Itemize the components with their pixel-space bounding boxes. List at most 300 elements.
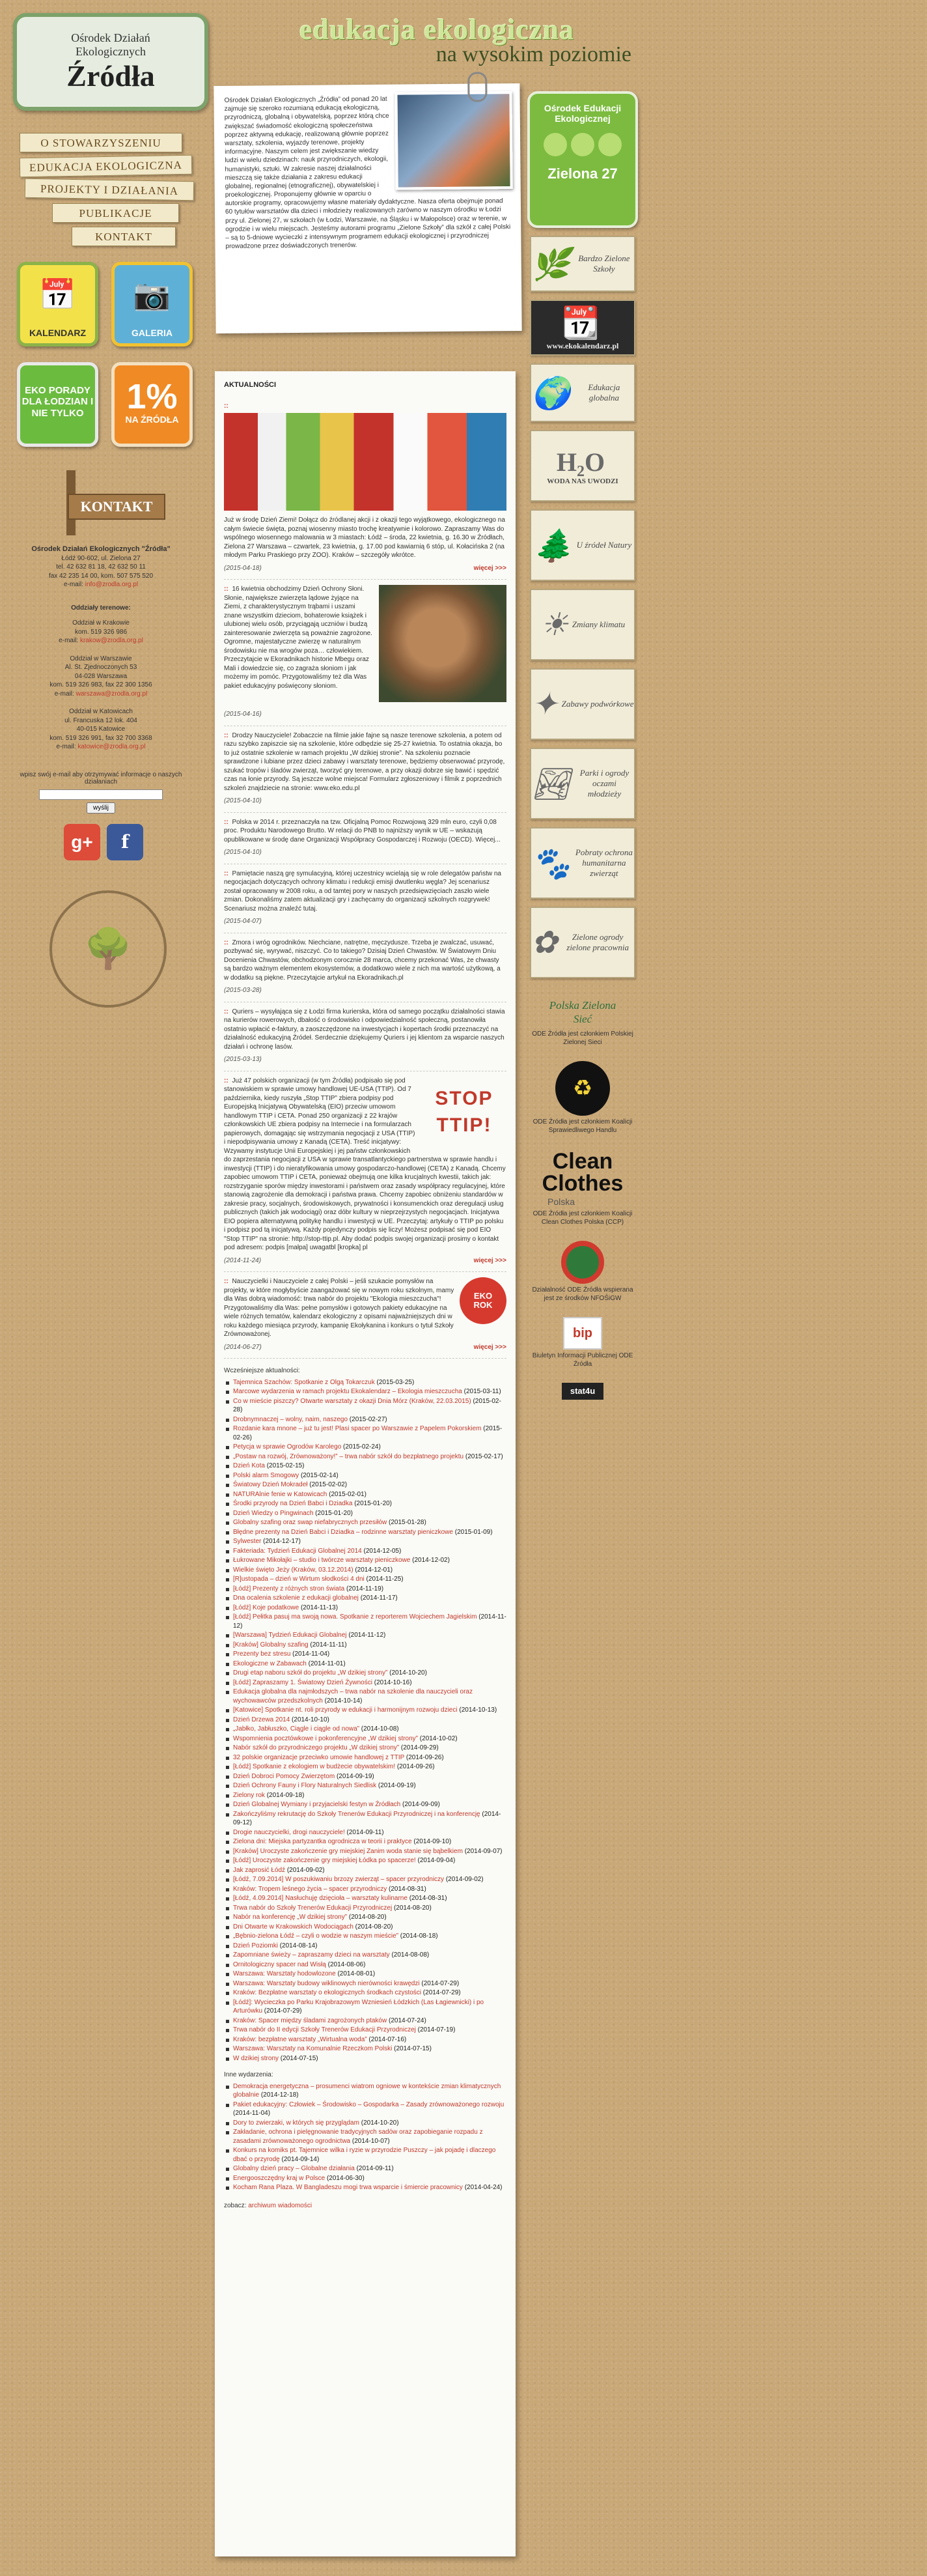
news-image[interactable] [379, 585, 506, 702]
news-date: (2015-04-16) [224, 711, 262, 718]
news-panel [215, 371, 516, 2556]
about-note [214, 83, 521, 333]
archive-item-link[interactable]: Tajemnica Szachów: Spotkanie z Olgą Tokarczuk [233, 1378, 375, 1386]
news-more-link[interactable]: więcej >>> [473, 1256, 506, 1264]
archive-item-link[interactable]: [Łódź] Koje podatkowe [233, 1604, 299, 1611]
news-bullet-icon: :: [224, 1278, 228, 1286]
archive-item-link[interactable]: „Jabłko, Jabłuszko, Ciągle i ciągle od nowa” [233, 1725, 359, 1733]
archive-item [224, 1970, 506, 1979]
archive-item-link[interactable]: Trwa nabór do II edycji Szkoły Trenerów Edukacji Przyrodniczej [233, 2026, 416, 2034]
archive-item-link[interactable]: Konkurs na komiks pt. Tajemnice wilka i ryzie w przyrodzie Puszczy – jak pojadę i dlaczego dbać o przyrodę [233, 2147, 496, 2163]
branch-address2: 04-028 Warszawa [74, 672, 128, 680]
kalendarz-tile[interactable] [17, 262, 98, 347]
news-bullet-icon: :: [224, 586, 228, 593]
branch-email-row [13, 743, 189, 752]
archive-item-link[interactable]: Nabór szkół do przyrodniczego projektu „W dzikiej strony” [233, 1744, 400, 1752]
archive-item [224, 1424, 506, 1442]
ekorok-badge[interactable]: EKO ROK [460, 1277, 506, 1324]
eko-porady-label: EKO PORADY DLA ŁODZIAN I NIE TYLKO [21, 385, 94, 419]
archive-item [224, 2045, 506, 2054]
archive-item [224, 1998, 506, 2016]
archive-item-date: (2014-12-05) [363, 1547, 402, 1555]
archive-item-date: (2014-07-15) [280, 2054, 318, 2062]
woda-nas-uwodzi-tile[interactable] [530, 430, 635, 502]
archive-item-link[interactable]: [R]ustopada – dzień w Wirtum słodkości 4 dni [233, 1576, 365, 1583]
newsletter-submit-button[interactable]: wyślij [87, 802, 115, 814]
archive-item-link[interactable]: Nabór na konferencję „W dzikiej strony” [233, 1914, 348, 1921]
archive-item-date: (2015-03-25) [376, 1378, 415, 1386]
archive-item-link[interactable]: Demokracja energetyczna – prosumenci wiatrom ogniowe w kontekście zmian klimatycznych globalnie [233, 2082, 501, 2099]
archive-item-link[interactable]: [Łódź]: Wycieczka po Parku Krajobrazowym Wzniesień Łódzkich (Las Łagiewnicki) i po Arturówku [233, 1998, 484, 2015]
branch-name: Oddział w Katowicach [69, 708, 133, 716]
archive-item-date: (2015-02-28) [233, 1397, 501, 1414]
stop-ttip-word1: STOP [435, 1088, 493, 1110]
archive-item-date: (2015-02-14) [300, 1471, 339, 1479]
news-text: Polska w 2014 r. przeznaczyła na tzw. Oficjalną Pomoc Rozwojową 329 mln euro, czyli 0,08 proc. Produktu Narodowego Brutto. W relacji do PNB to najniższy wynik w UE – wskazują opublikowane w środę dane Organizacji Współpracy Gospodarczej i Rozwoju (OECD). Więcej... [224, 818, 501, 843]
archive-item-date: (2014-11-13) [300, 1604, 339, 1611]
contact-email[interactable]: info@zrodla.org.pl [85, 581, 139, 589]
branch-email[interactable]: krakow@zrodla.org.pl [79, 637, 143, 645]
archive-item-link[interactable]: Pakiet edukacyjny: Człowiek – Środowisko – Gospodarka – Zasady zrównoważonego rozwoju [233, 2101, 505, 2108]
branch-phone: kom. 519 326 983, fax 22 300 1356 [49, 681, 152, 689]
archive-item-link[interactable]: Edukacja globalna dla najmłodszych – trwa nabór na szkolenie dla nauczycieli oraz wychowawców przedszkolnych [233, 1688, 473, 1705]
stop-ttip-logo[interactable] [422, 1077, 506, 1148]
one-percent-tile[interactable] [111, 362, 193, 447]
paw-icon: 🐾 [531, 846, 570, 881]
news-bullet-icon: :: [224, 731, 228, 739]
archive-item-link[interactable]: Dzień Dobroci Pomocy Zwierzętom [233, 1772, 335, 1780]
archive-item-date: (2014-10-10) [292, 1716, 329, 1723]
polska-zielona-siec-logo[interactable]: Polska Zielona Sieć [549, 998, 616, 1025]
archive-item-date: (2014-09-29) [400, 1744, 439, 1752]
branch-email[interactable]: katowice@zrodla.org.pl [77, 743, 146, 751]
archive-item-date: (2014-09-19) [378, 1782, 416, 1790]
archive-item-date: (2014-08-18) [400, 1932, 438, 1940]
archive-item-link[interactable]: Warszawa: Warsztaty na Komunalnie Rzeczkom Polski [233, 2045, 393, 2053]
archive-item-link[interactable]: Kocham Rana Plaza. W Bangladeszu mogi trwa wsparcie i śmiercie pracownicy [233, 2184, 463, 2192]
archive-item-link[interactable]: [Kraków] Uroczyste zakończenie gry miejskiej Zanim woda stanie się bąbelkiem [233, 1847, 463, 1855]
branch-name: Oddział w Warszawie [70, 655, 132, 662]
news-item [224, 726, 506, 813]
news-date: (2015-04-07) [224, 918, 262, 926]
archive-item-date: (2014-09-14) [281, 2155, 320, 2163]
archive-item-link[interactable]: Globalny dzień pracy – Globalne działania [233, 2165, 355, 2173]
news-text: 16 kwietnia obchodzimy Dzień Ochrony Słoni. Słonie, największe zwierzęta lądowe żyjące na Ziemi, z charakterystycznym trąbami i uszami znane wszystkim dzieciom, bohaterowie książek i ulubionej wielu osób, przyciągają uczniów i budzą zainteresowanie zwierzęta są poważnie zagrożone. Ogromne, majestatyczne zwierzę w naturalnym środowisku nie ma wrogów poza… człowiekiem. Przeczytajcie w Ekoradnikach historie Mbegu oraz Mali i dowiedzcie się, co zagraża słoniom i jak możemy im pomóc. Przygotowaliśmy też dla Was pakiet edukacyjny poświęcony słoniom. [224, 586, 372, 690]
ochrona-zwierzat-tile[interactable] [530, 827, 635, 899]
partner-desc: Działalność ODE Źródła wspierana jest ze środków NFOŚiGW [532, 1286, 633, 1302]
archive-item [224, 2026, 506, 2035]
archive-item-date: (2014-12-02) [412, 1557, 450, 1564]
archive-item [224, 1669, 506, 1678]
archive-item-date: (2014-09-04) [417, 1857, 456, 1865]
archive-item-link[interactable]: Dory to zwierzaki, w których się przyglądam [233, 2119, 359, 2127]
archive-item-link[interactable]: 32 polskie organizacje przeciwko umowie handlowej z TTIP [233, 1753, 405, 1761]
zabawy-podworkowe-tile[interactable] [530, 668, 635, 740]
archive-item-link[interactable]: Fakteriada: Tydzień Edukacji Globalnej 2014 [233, 1547, 362, 1555]
archive-item-date: (2015-01-28) [389, 1519, 426, 1527]
archive-item-date: (2014-08-31) [389, 1885, 426, 1893]
news-item [224, 1002, 506, 1071]
archive-item [224, 1942, 506, 1951]
archive-item-link[interactable]: Co w mieście piszczy? Otwarte warsztaty z okazji Dnia Mórz (Kraków, 22.03.2015) [233, 1397, 471, 1405]
news-item [224, 1272, 506, 1359]
archive-item-link[interactable]: Światowy Dzień Mokradeł [233, 1481, 308, 1489]
tree-stamp-icon: 🌳 [49, 890, 167, 1008]
archive-item [224, 1837, 506, 1847]
archive-item-link[interactable]: [Łódź, 4.09.2014] Nasłuchuję dzięcioła – warsztaty kulinarne [233, 1895, 408, 1903]
news-heading: AKTUALNOŚCI [224, 381, 277, 389]
partner-bip [527, 1317, 638, 1368]
archive-item-link[interactable]: Drugi etap naboru szkół do projektu „W dzikiej strony” [233, 1669, 388, 1677]
archive-item-link[interactable]: Zielona dni: Miejska partyzantka ogrodnicza w teorii i praktyce [233, 1838, 412, 1846]
camera-icon: 📷 [133, 277, 171, 311]
archive-item-link[interactable]: Zielony rok [233, 1791, 265, 1799]
archive-item-link[interactable]: Wspomnienia pocztówkowe i pokonferencyjne „W dzikiej strony” [233, 1734, 419, 1742]
fair-trade-logo-icon[interactable]: ♻ [555, 1061, 610, 1116]
branch-address: ul. Francuska 12 lok. 404 [64, 716, 137, 724]
bip-logo[interactable]: bip [563, 1317, 602, 1350]
archive-item [224, 1537, 506, 1546]
archive-item [224, 1800, 506, 1809]
stat4u-logo[interactable]: stat4u [562, 1383, 603, 1400]
archive-item [224, 1509, 506, 1518]
archive-item-link[interactable]: Prezenty bez stresu [233, 1650, 291, 1658]
archive-item-link[interactable]: Ekologiczne w Zabawach [233, 1660, 307, 1667]
archive-item [224, 1744, 506, 1753]
newsletter-email-input[interactable] [39, 789, 163, 800]
contact-block [13, 545, 189, 752]
archive-item-link[interactable]: Zakończyliśmy rekrutację do Szkoły Trenerów Edukacji Przyrodniczej i na konferencję [233, 1810, 480, 1818]
tile-label: Zmiany klimatu [572, 619, 626, 629]
archive-item-link[interactable]: Ornitologiczny spacer nad Wisłą [233, 1960, 326, 1968]
google-plus-icon[interactable]: g+ [64, 824, 100, 860]
archive-item-link[interactable]: [Łódź] Prezenty z różnych stron świata [233, 1585, 345, 1592]
archive-item-link[interactable]: Energooszczędny kraj w Polsce [233, 2174, 325, 2182]
tile-label: www.ekokalendarz.pl [546, 341, 619, 350]
archive-item-date: (2014-11-01) [308, 1660, 346, 1667]
tiles-row-1 [13, 262, 208, 347]
archive-item [224, 1387, 506, 1396]
galeria-tile[interactable] [111, 262, 193, 347]
news-item [224, 397, 506, 580]
news-more-link[interactable]: więcej >>> [473, 564, 506, 572]
partner-ccc [527, 1149, 638, 1226]
archive-item-link[interactable]: Dni Otwarte w Krakowskich Wodociągach [233, 1923, 353, 1931]
branch-email-label: e-mail: [59, 637, 79, 645]
archive-item-link[interactable]: Drobnymnaczej – wolny, naim, naszego [233, 1415, 348, 1423]
archive-item-date: (2014-10-08) [361, 1725, 399, 1733]
archive-item-link[interactable]: [Warszawa] Tydzień Edukacji Globalnej [233, 1632, 347, 1639]
archive-item-link[interactable]: Polski alarm Smogowy [233, 1471, 299, 1479]
archive-item-link[interactable]: [Kraków] Globalny szafing [233, 1641, 309, 1649]
archive-item-date: (2015-01-20) [354, 1500, 393, 1508]
branch-address2: 40-015 Katowice [76, 726, 126, 733]
branch-krakow [13, 619, 189, 645]
archive-item-link[interactable]: [Katowice] Spotkanie nt. roli przyrody w edukacji i harmonijnym rozwoju dzieci [233, 1706, 458, 1714]
clean-clothes-logo[interactable] [537, 1149, 628, 1208]
news-bullet-icon: :: [224, 1008, 228, 1015]
news-image[interactable] [224, 413, 506, 511]
archive-item-date: (2014-11-04) [292, 1650, 330, 1658]
archive-item-link[interactable]: Rozdanie kara mnone – już tu jest! Plasi spacer po Warszawie z Papelem Pokorskiem [233, 1425, 482, 1433]
archive-item [224, 1866, 506, 1875]
archive-item-date: (2014-09-02) [445, 1876, 484, 1884]
archive-item [224, 2183, 506, 2192]
news-date: (2015-03-28) [224, 987, 262, 995]
news-date: (2014-11-24) [224, 1256, 262, 1264]
galeria-label: GALERIA [131, 328, 173, 338]
archive-item-date: (2014-09-18) [266, 1791, 305, 1799]
archive-item-date: (2014-10-07) [352, 2137, 390, 2145]
news-bullet-icon: :: [224, 1077, 228, 1084]
archive-item-link[interactable]: Dzień Ochrony Fauny i Flory Naturalnych Siedlisk [233, 1782, 377, 1790]
archive-item-link[interactable]: Drogie nauczycielki, drogi nauczyciele! [233, 1828, 345, 1836]
archive-item-link[interactable]: W dzikiej strony [233, 2054, 279, 2062]
archive-item-date: (2015-02-24) [342, 1443, 381, 1451]
archive-item-link[interactable]: Dzień Poziomki [233, 1942, 278, 1949]
archive-item-link[interactable]: Petycja w sprawie Ogrodów Karolego [233, 1443, 342, 1451]
archive-item-date: (2014-10-20) [389, 1669, 427, 1677]
archive-item [224, 1734, 506, 1744]
archive-item-date: (2014-08-20) [348, 1914, 387, 1921]
logo-line1: Ośrodek Działań [71, 31, 150, 44]
partner-ksh [527, 1061, 638, 1135]
contact-org: Ośrodek Działań Ekologicznych "Źródła" [31, 545, 171, 553]
news-text: Quriers – wysyłająca się z Łodzi firma kurierska, która od samego początku działalności stawia na kurierów rowerowych, dbałość o środowisko i odpowiedzialność społeczną, postanowiła ostatnio wpłacić e-faktury, a zaoszczędzone na inwestycjach i kopertach środki przeznaczyć na działalność edukacyjną Źródeł. Serdecznie dziękujemy Quriers i jej klientom za wsparcie naszych działań i ochronę lasów. [224, 1008, 505, 1051]
archive-item-date: (2014-11-11) [310, 1641, 347, 1649]
news-item [224, 864, 506, 933]
tile-label: Pobraty ochrona humanitarna zwierząt [575, 847, 633, 878]
branch-email-row [13, 690, 189, 699]
archive-item-link[interactable]: Wielkie święto Jeży (Kraków, 03.12.2014) [233, 1566, 353, 1574]
archive-item-link[interactable]: Kraków: Tropem leśnego życia – spacer przyrodniczy [233, 1885, 387, 1893]
zielona-line2: Zielona 27 [547, 165, 618, 182]
stop-ttip-word2: TTIP! [436, 1114, 492, 1136]
one-percent-small: NA ŹRÓDŁA [125, 414, 179, 425]
archive-item-link[interactable]: Dzień Wiedzy o Pingwinach [233, 1509, 314, 1517]
branch-katowice [13, 707, 189, 752]
archive-item-link[interactable]: Środki przyrody na Dzień Babci i Dziadka [233, 1500, 353, 1508]
archive-item-date: (2014-08-01) [337, 1970, 376, 1978]
archive-item [224, 1762, 506, 1772]
left-column [13, 13, 208, 1008]
archive-item-date: (2014-07-19) [417, 2026, 456, 2034]
news-item [224, 1071, 506, 1273]
contact-address: Łódź 90-602, ul. Zielona 27 [61, 554, 141, 562]
contact-email-label: e-mail: [63, 581, 83, 589]
nav-o-stowarzyszeniu[interactable]: O STOWARZYSZENIU [20, 133, 182, 152]
archive-item [224, 2035, 506, 2045]
archive-item-link[interactable]: Jak zaprosić Łódź [233, 1866, 286, 1874]
archive-item [224, 1706, 506, 1715]
h2o-icon: H₂O [556, 447, 605, 477]
kontakt-signpost[interactable] [42, 470, 172, 535]
archive-item-link[interactable]: Dzień Drzewa 2014 [233, 1716, 290, 1723]
calendar-icon: 📅 [38, 277, 77, 311]
archive-item-link[interactable]: Błędne prezenty na Dzień Babci i Dziadka – rodzinne warsztaty pieniczkowe [233, 1528, 453, 1536]
archive-item-date: (2015-01-20) [315, 1509, 353, 1517]
archive-item [224, 1462, 506, 1471]
archive-item [224, 1397, 506, 1415]
signpost-label: KONTAKT [68, 494, 165, 520]
archive-item-date: (2014-07-29) [421, 1979, 460, 1987]
parki-i-ogrody-tile[interactable] [530, 748, 635, 819]
archive-item-link[interactable]: Łukrowane Mikołajki – studio i twórcze warsztaty pieniczkowe [233, 1557, 411, 1564]
nav-projekty[interactable]: PROJEKTY I DZIAŁANIA [25, 178, 194, 201]
tile-label: Parki i ogrody oczami młodzieży [579, 768, 630, 799]
archive-item-date: (2014-10-02) [419, 1734, 458, 1742]
archive-item-date: (2015-02-01) [329, 1490, 367, 1498]
partner-stat4u [527, 1383, 638, 1400]
branches-heading: Oddziały terenowe: [71, 604, 131, 612]
archive-item-date: (2015-02-27) [349, 1415, 387, 1423]
archive-item-link[interactable]: Globalny szafing oraz swap niefabrycznych przesiłów [233, 1519, 387, 1527]
facebook-icon[interactable]: f [107, 824, 143, 860]
news-bullet-icon: :: [224, 818, 228, 826]
partner-desc: Biuletyn Informacji Publicznej ODE Źródła [532, 1352, 633, 1368]
archive-item-link[interactable]: Kraków: bezpłatne warsztaty „Wirtualna woda” [233, 2035, 367, 2043]
zmiany-klimatu-tile[interactable] [530, 589, 635, 660]
archive-item-link[interactable]: Kraków: Bezpłatne warsztaty o ekologicznych środkach czystości [233, 1989, 422, 1997]
archive-item [224, 2146, 506, 2164]
archive-item-link[interactable]: Dna ocalenia szkolenie z edukacji globalnej [233, 1594, 359, 1602]
archive-item-link[interactable]: Zakładanie, ochrona i pielęgnowanie tradycyjnych sadów oraz zapobieganie rozpadu z zasadami zrównoważonego ogrodnictwa [233, 2129, 483, 2145]
newsletter-form [13, 771, 189, 814]
archive-item-date: (2014-10-13) [459, 1706, 497, 1714]
archive-item-link[interactable]: NATURAlnie fenie w Katowicach [233, 1490, 327, 1498]
archive-item-date: (2015-03-11) [464, 1388, 501, 1396]
branch-phone: kom. 519 326 986 [74, 628, 128, 636]
news-more-link[interactable]: więcej >>> [473, 1343, 506, 1351]
branch-phone: kom. 519 326 991, fax 32 700 3368 [49, 734, 152, 742]
contact-fax: fax 42 235 14 00, kom. 507 575 520 [48, 572, 154, 580]
branch-email-label: e-mail: [54, 690, 74, 698]
branch-email[interactable]: warszawa@zrodla.org.pl [76, 690, 148, 698]
archive-item-date: (2014-11-17) [360, 1594, 398, 1602]
nav-edukacja-ekologiczna[interactable]: EDUKACJA EKOLOGICZNA [20, 155, 192, 178]
news-item [224, 933, 506, 1002]
logo-line2: Ekologicznych [76, 44, 146, 58]
archive-item-link[interactable]: Zapomniane świeży – zapraszamy dzieci na warsztaty [233, 1951, 390, 1959]
nav-kontakt[interactable]: KONTAKT [72, 227, 176, 246]
archive-item-date: (2014-07-29) [422, 1989, 461, 1997]
archive-item [224, 1604, 506, 1613]
archive-link[interactable]: archiwum wiadomości [248, 2201, 312, 2209]
archive-item-date: (2014-06-30) [326, 2174, 365, 2182]
edukacja-globalna-tile[interactable] [530, 363, 635, 422]
archive-list [224, 1378, 506, 2063]
one-percent-big: 1% [126, 377, 178, 416]
archive-item-link[interactable]: [Łódź] Zapraszamy 1. Światowy Dzień Żywności [233, 1678, 372, 1686]
archive-item [224, 2119, 506, 2128]
zielona-27-tile[interactable] [527, 91, 638, 228]
tile-label: Edukacja globalna [588, 382, 620, 403]
archive-item [224, 1781, 506, 1790]
archive-item-link[interactable]: „Postaw na rozwój, Zrównoważony!” – trwa nabór szkół do bezpłatnego projektu [233, 1452, 464, 1460]
header-subtitle: na wysokim poziomie [436, 42, 631, 66]
archive-item-link[interactable]: „Bębnio-zielona Łódź – czyli o wodzie w naszym mieście” [233, 1932, 398, 1940]
tile-label: Zielone ogrody zielone pracownia [566, 932, 629, 952]
news-text: Już 47 polskich organizacji (w tym Źródła) podpisało się pod stanowiskiem w sprawie umowy handlowej UE-USA (TTIP). Od 7 października, kiedy ruszyła „Stop TTIP” zbiera podpisy pod Europejską Inicjatywą Obywatelską (EIO) przeciw umowom handlowym TTIP i CETA. Ponad 250 organizacji z 22 krajów członkowskich UE zbiera podpisy na Internecie i na formularzach papierowych, domagając się wstrzymania negocjacji z USA (TTIP) i niepodpisywania umowy z Kanadą (CETA). Treść inicjatywy: Wzywamy instytucje Unii Europejskiej i jej państw członkowskich do zaprzestania negocjacji z USA w sprawie transatlantyckiego partnerstwa w sprawie handlu i inwestycji (TTIP) i do nieratyfikowania umowy gospodarczo-handlowej (CETA) z Kanadą. Chcemy zapobiec umowom TTIP i CETA, ponieważ obejmują one kilka krucjalnych kwestii, takich jak: rozstrzyganie sporów między inwestorami i państwem oraz zasady współpracy regulacyjnej, które stanowią zagrożenie dla demokracji i państwa prawa. Chcemy zapobiec obniżeniu standardów w zakresie pracy, socjalnych, środowiskowych, prywatności i konsumenckich oraz deregulacji usług publicznych (takich jak wodociągi) oraz dóbr kultury w nieprzejrzystych negocjacjach. Inicjatywa EIO popiera alternatywną politykę handlu i inwestycji w UE. Przeczytaj: artykuły o TTIP po polsku i podpisz pod tą inicjatywą. Każdy pojedynczy podpis się liczy! Możesz podpisać się pod EIO "Stop TTIP" na stronie: http://stop-ttip.pl. Aby dodać podpis swojej organizacji prosimy o kontakt pod adresem: podpis [małpa] uwagatbl [kropka] pl [224, 1077, 506, 1252]
archive-item [224, 1716, 506, 1725]
archive-item [224, 1518, 506, 1527]
archive-item-link[interactable]: [Łódź] Uroczyste zakończenie gry miejskiej Łódka po spacerze! [233, 1857, 416, 1865]
archive-item-link[interactable]: [Łódź] Spotkanie z ekologiem w budżecie obywatelskim! [233, 1763, 396, 1771]
archive-item [224, 1894, 506, 1903]
news-item [224, 580, 506, 726]
archive-item-link[interactable]: Sylwester [233, 1538, 262, 1546]
zielone-ogrody-tile[interactable] [530, 907, 635, 978]
bardzo-zielone-szkoly-tile[interactable] [530, 236, 635, 292]
archive-item [224, 1452, 506, 1462]
logo-line3: Źródła [66, 59, 155, 92]
partners-list [527, 997, 638, 1400]
tile-label: Bardzo Zielone Szkoły [578, 253, 630, 274]
sun-icon: ☀ [540, 608, 568, 642]
nfosigw-logo-icon[interactable] [561, 1241, 604, 1284]
archive-item [224, 1575, 506, 1584]
archive-item-date: (2014-04-24) [464, 2184, 503, 2192]
archive-item [224, 1772, 506, 1781]
archive-item-date: (2014-12-17) [263, 1538, 301, 1546]
archive-item [224, 2017, 506, 2026]
archive-item-link[interactable]: Dzień Globalnej Wymiany i przyjacielski festyn w Źródłach [233, 1801, 401, 1809]
news-date: (2015-04-10) [224, 849, 262, 856]
park-icon: 🏞 [531, 767, 571, 802]
archive-item-date: (2014-11-04) [233, 2110, 271, 2117]
archive-item-link[interactable]: Dzień Kota [233, 1462, 265, 1470]
archive-item-date: (2014-08-31) [409, 1895, 447, 1903]
archive-item-date: (2014-09-26) [406, 1753, 444, 1761]
archive-item [224, 1641, 506, 1650]
archive-item-link[interactable]: [Łódź, 7.09.2014] W poszukiwaniu brzozy zwierząt – spacer przyrodniczy [233, 1876, 445, 1884]
archive-item-date: (2014-09-10) [413, 1838, 452, 1846]
archive-item-link[interactable]: Warszawa: Warsztaty budowy wiklinowych nierówności krawędzi [233, 1979, 420, 1987]
u-zrodel-natury-tile[interactable] [530, 509, 635, 581]
archive-item [224, 2082, 506, 2100]
archive-item-date: (2014-12-18) [260, 2091, 299, 2099]
archive-item-link[interactable]: Warszawa: Warsztaty hodowlozone [233, 1970, 336, 1978]
archive-item [224, 1631, 506, 1640]
archive-item-date: (2014-08-08) [391, 1951, 430, 1959]
archive-item-date: (2014-11-12) [348, 1632, 386, 1639]
ekokalendarz-tile[interactable] [530, 300, 635, 356]
archive-item [224, 1951, 506, 1960]
archive-item [224, 1885, 506, 1894]
news-text: Drodzy Nauczyciele! Zobaczcie na filmie jakie fajne są nasze terenowe szkolenia, a potem od razu szybko zapiszcie się na szkolenie, które odbędzie się 25-27 kwietnia. To ostatnia okazja, bo to już ostatnie szkolenie w ramach projektu „W dzikiej stronie”. Na szkoleniu poznacie sprawdzone i lubiane przez dzieci zabawy i warsztaty terenowe, będziemy obserwować przyrodę, szukać tropów i śladów zwierząt, tworzyć gry terenowe, a przy okazji dobrze się bawić i spędzić czas na łonie przyrody. Są jeszcze wolne miejsca! Formularz zgłoszeniowy i filmik z poprzednich szkoleń znajdziecie na stronie: www.eko.edu.pl [224, 731, 505, 792]
archive-item-link[interactable]: Kraków: Spacer między śladami zagrożonych ptaków [233, 2017, 387, 2024]
site-logo[interactable] [13, 13, 208, 111]
eko-porady-tile[interactable] [17, 362, 98, 447]
archive-item-link[interactable]: Trwa nabór do Szkoły Trenerów Edukacji Przyrodniczej [233, 1904, 393, 1912]
nav-publikacje[interactable]: PUBLIKACJE [52, 203, 179, 223]
archive-item-link[interactable]: Marcowe wydarzenia w ramach projektu Ekokalendarz – Ekologia mieszczucha [233, 1388, 462, 1396]
tile-label: Zabawy podwórkowe [561, 699, 634, 709]
archive-item [224, 2128, 506, 2145]
archive-item-date: (2014-07-16) [368, 2035, 407, 2043]
branch-name: Oddział w Krakowie [72, 619, 130, 627]
kalendarz-label: KALENDARZ [29, 328, 87, 338]
archive-item [224, 1499, 506, 1508]
news-bullet-icon: :: [224, 939, 228, 946]
archive-item [224, 2054, 506, 2063]
archive-item-link[interactable]: [Łódź] Pełitka pasuj ma swoją nowa. Spotkanie z reporterem Wojciechem Jagielskim [233, 1613, 477, 1621]
branch-email-row [13, 636, 189, 645]
main-nav [13, 133, 208, 246]
news-text: Już w środę Dzień Ziemi! Dołącz do źródlanej akcji i z okazji tego wyjątkowego, ekologicznego na całym świecie święta, poznaj wiosenny miasto trochę kreatywnie i kolorowo. Zapraszamy Was do wspólnego wiosennego malowania w 3 miastach: Łódź – środa, 22 kwietnia, g. 16.30 w Źródłach, Zielona 27 Warszawa – czwartek, 23 kwietnia, g. 17.00 pod kawiarnią 6 stóp, ul. Kołacińska 2 (na młodym Parku Praskiego przy ZOO). Kraków – szczegóły wkrótce. [224, 517, 505, 559]
flower-icon: ✿ [531, 926, 558, 960]
about-photo [394, 91, 512, 190]
